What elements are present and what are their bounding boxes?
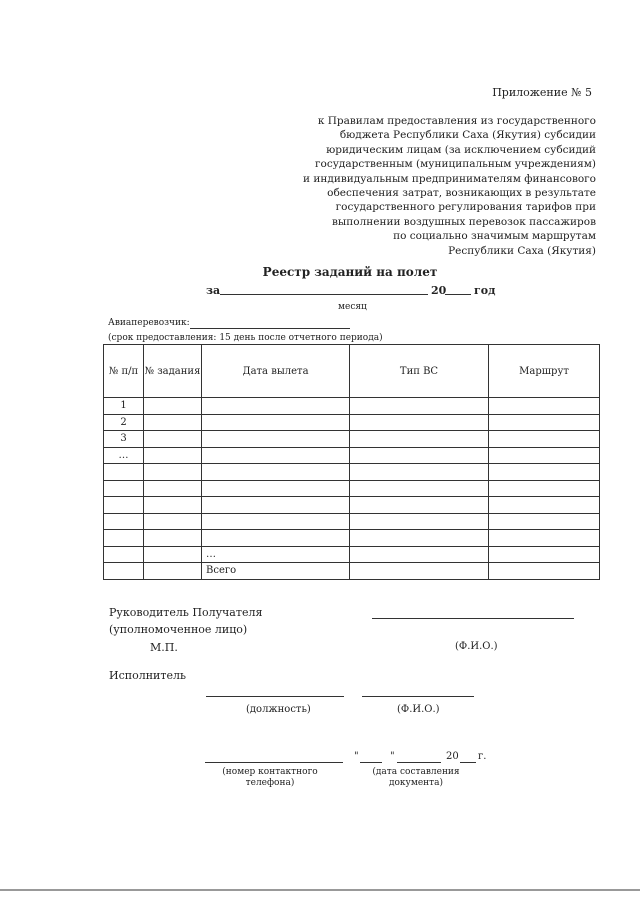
table-row	[104, 563, 600, 580]
table-cell[interactable]	[489, 464, 600, 481]
date-month-field-line[interactable]	[397, 762, 441, 763]
preamble-line: и индивидуальным предпринимателям финансового	[303, 172, 596, 185]
preamble-line: юридическим лицам (за исключением субсидий	[326, 143, 596, 156]
carrier-label: Авиаперевозчик:	[108, 318, 190, 328]
table-cell[interactable]	[144, 480, 202, 497]
col-header-aircraft-type: Тип ВС	[350, 345, 489, 398]
table-cell[interactable]: Всего	[202, 563, 350, 580]
table-cell[interactable]	[350, 546, 489, 563]
phone-caption: (номер контактного	[222, 767, 318, 777]
table-cell[interactable]	[202, 530, 350, 547]
head-label-sub: (уполномоченное лицо)	[109, 623, 248, 636]
table-cell[interactable]: 2	[104, 414, 144, 431]
table-cell[interactable]	[202, 464, 350, 481]
table-cell[interactable]	[489, 480, 600, 497]
head-signature-line[interactable]	[372, 618, 574, 619]
stamp-label: М.П.	[150, 641, 178, 654]
table-cell[interactable]	[489, 414, 600, 431]
preamble-line: Республики Саха (Якутия)	[448, 244, 596, 257]
table-cell[interactable]	[104, 480, 144, 497]
flight-task-register-table	[103, 344, 600, 580]
table-cell[interactable]	[489, 563, 600, 580]
table-row	[104, 513, 600, 530]
table-row	[104, 398, 600, 415]
table-cell[interactable]	[144, 513, 202, 530]
table-cell[interactable]: 3	[104, 431, 144, 448]
table-cell[interactable]	[202, 447, 350, 464]
table-cell[interactable]	[350, 513, 489, 530]
table-cell[interactable]	[144, 414, 202, 431]
table-cell[interactable]	[350, 447, 489, 464]
date-year-prefix: 20	[446, 751, 459, 762]
table-cell[interactable]	[144, 497, 202, 514]
preamble-line: к Правилам предоставления из государственного	[317, 115, 596, 127]
table-cell[interactable]	[104, 546, 144, 563]
position-caption: (должность)	[246, 704, 311, 715]
date-year-field-line[interactable]	[460, 762, 476, 763]
table-cell[interactable]: …	[202, 546, 350, 563]
date-caption: (дата составления	[372, 767, 460, 777]
table-cell[interactable]	[489, 447, 600, 464]
preamble-line: государственным (муниципальным учреждениям)	[315, 158, 596, 171]
table-cell[interactable]	[144, 447, 202, 464]
executor-fio-caption: (Ф.И.О.)	[397, 704, 440, 715]
table-row	[104, 497, 600, 514]
table-cell[interactable]	[350, 530, 489, 547]
table-row	[104, 464, 600, 481]
preamble-line: государственного регулирования тарифов при	[335, 201, 596, 214]
table-cell[interactable]	[104, 497, 144, 514]
table-cell[interactable]	[202, 398, 350, 415]
page-bottom-edge	[0, 889, 640, 891]
date-caption-sub: документа)	[388, 778, 444, 788]
table-row	[104, 414, 600, 431]
table-row	[104, 530, 600, 547]
position-field-line[interactable]	[206, 696, 344, 697]
table-cell[interactable]: 1	[104, 398, 144, 415]
table-cell[interactable]	[202, 497, 350, 514]
table-cell[interactable]	[350, 563, 489, 580]
date-quote-open: "	[354, 751, 359, 762]
table-cell[interactable]	[489, 530, 600, 547]
table-cell[interactable]	[104, 464, 144, 481]
table-cell[interactable]	[202, 513, 350, 530]
table-cell[interactable]	[144, 563, 202, 580]
table-row	[104, 546, 600, 563]
table-cell[interactable]	[202, 480, 350, 497]
table-cell[interactable]	[202, 431, 350, 448]
table-cell[interactable]: …	[104, 447, 144, 464]
col-header-task-number: № задания	[144, 345, 202, 398]
table-cell[interactable]	[489, 497, 600, 514]
table-cell[interactable]	[350, 414, 489, 431]
table-cell[interactable]	[104, 563, 144, 580]
preamble	[296, 114, 596, 258]
executor-fio-field-line[interactable]	[362, 696, 474, 697]
phone-field-line[interactable]	[205, 762, 343, 763]
col-header-route: Маршрут	[489, 345, 600, 398]
col-header-number: № п/п	[104, 345, 144, 398]
carrier-field-line[interactable]	[190, 328, 350, 329]
table-cell[interactable]	[350, 464, 489, 481]
table-cell[interactable]	[144, 398, 202, 415]
month-field-line[interactable]	[220, 294, 428, 295]
year-prefix: 20	[431, 284, 447, 297]
table-row	[104, 447, 600, 464]
table-cell[interactable]	[489, 431, 600, 448]
table-row	[104, 480, 600, 497]
fio-caption: (Ф.И.О.)	[455, 641, 498, 652]
date-year-suffix: г.	[478, 751, 487, 762]
year-field-line[interactable]	[445, 294, 471, 295]
document-title: Реестр заданий на полет	[262, 265, 438, 279]
preamble-line: по социально значимым маршрутам	[393, 230, 596, 243]
period-prefix: за	[206, 284, 221, 297]
table-cell[interactable]	[144, 530, 202, 547]
table-cell[interactable]	[104, 530, 144, 547]
table-row	[104, 431, 600, 448]
executor-label: Исполнитель	[109, 669, 186, 682]
preamble-line: обеспечения затрат, возникающих в результате	[327, 187, 596, 200]
date-quote-close: "	[390, 751, 395, 762]
col-header-departure-date: Дата вылета	[202, 345, 350, 398]
date-day-field-line[interactable]	[360, 762, 382, 763]
table-cell[interactable]	[489, 513, 600, 530]
table-cell[interactable]	[489, 546, 600, 563]
table-cell[interactable]	[489, 398, 600, 415]
month-caption: месяц	[338, 302, 367, 312]
table-cell[interactable]	[144, 431, 202, 448]
table-cell[interactable]	[350, 398, 489, 415]
deadline-note: (срок предоставления: 15 день после отчетного периода)	[108, 333, 383, 343]
preamble-line: выполнении воздушных перевозок пассажиров	[331, 215, 596, 228]
table-cell[interactable]	[104, 513, 144, 530]
head-label: Руководитель Получателя	[109, 606, 263, 619]
table-cell[interactable]	[144, 464, 202, 481]
table-cell[interactable]	[350, 431, 489, 448]
table-cell[interactable]	[144, 546, 202, 563]
preamble-line: бюджета Республики Саха (Якутия) субсидии	[339, 129, 596, 142]
year-suffix: год	[474, 284, 496, 297]
table-cell[interactable]	[202, 414, 350, 431]
table-cell[interactable]	[350, 497, 489, 514]
appendix-number: Приложение № 5	[492, 86, 592, 99]
table-cell[interactable]	[350, 480, 489, 497]
phone-caption-sub: телефона)	[245, 778, 295, 788]
